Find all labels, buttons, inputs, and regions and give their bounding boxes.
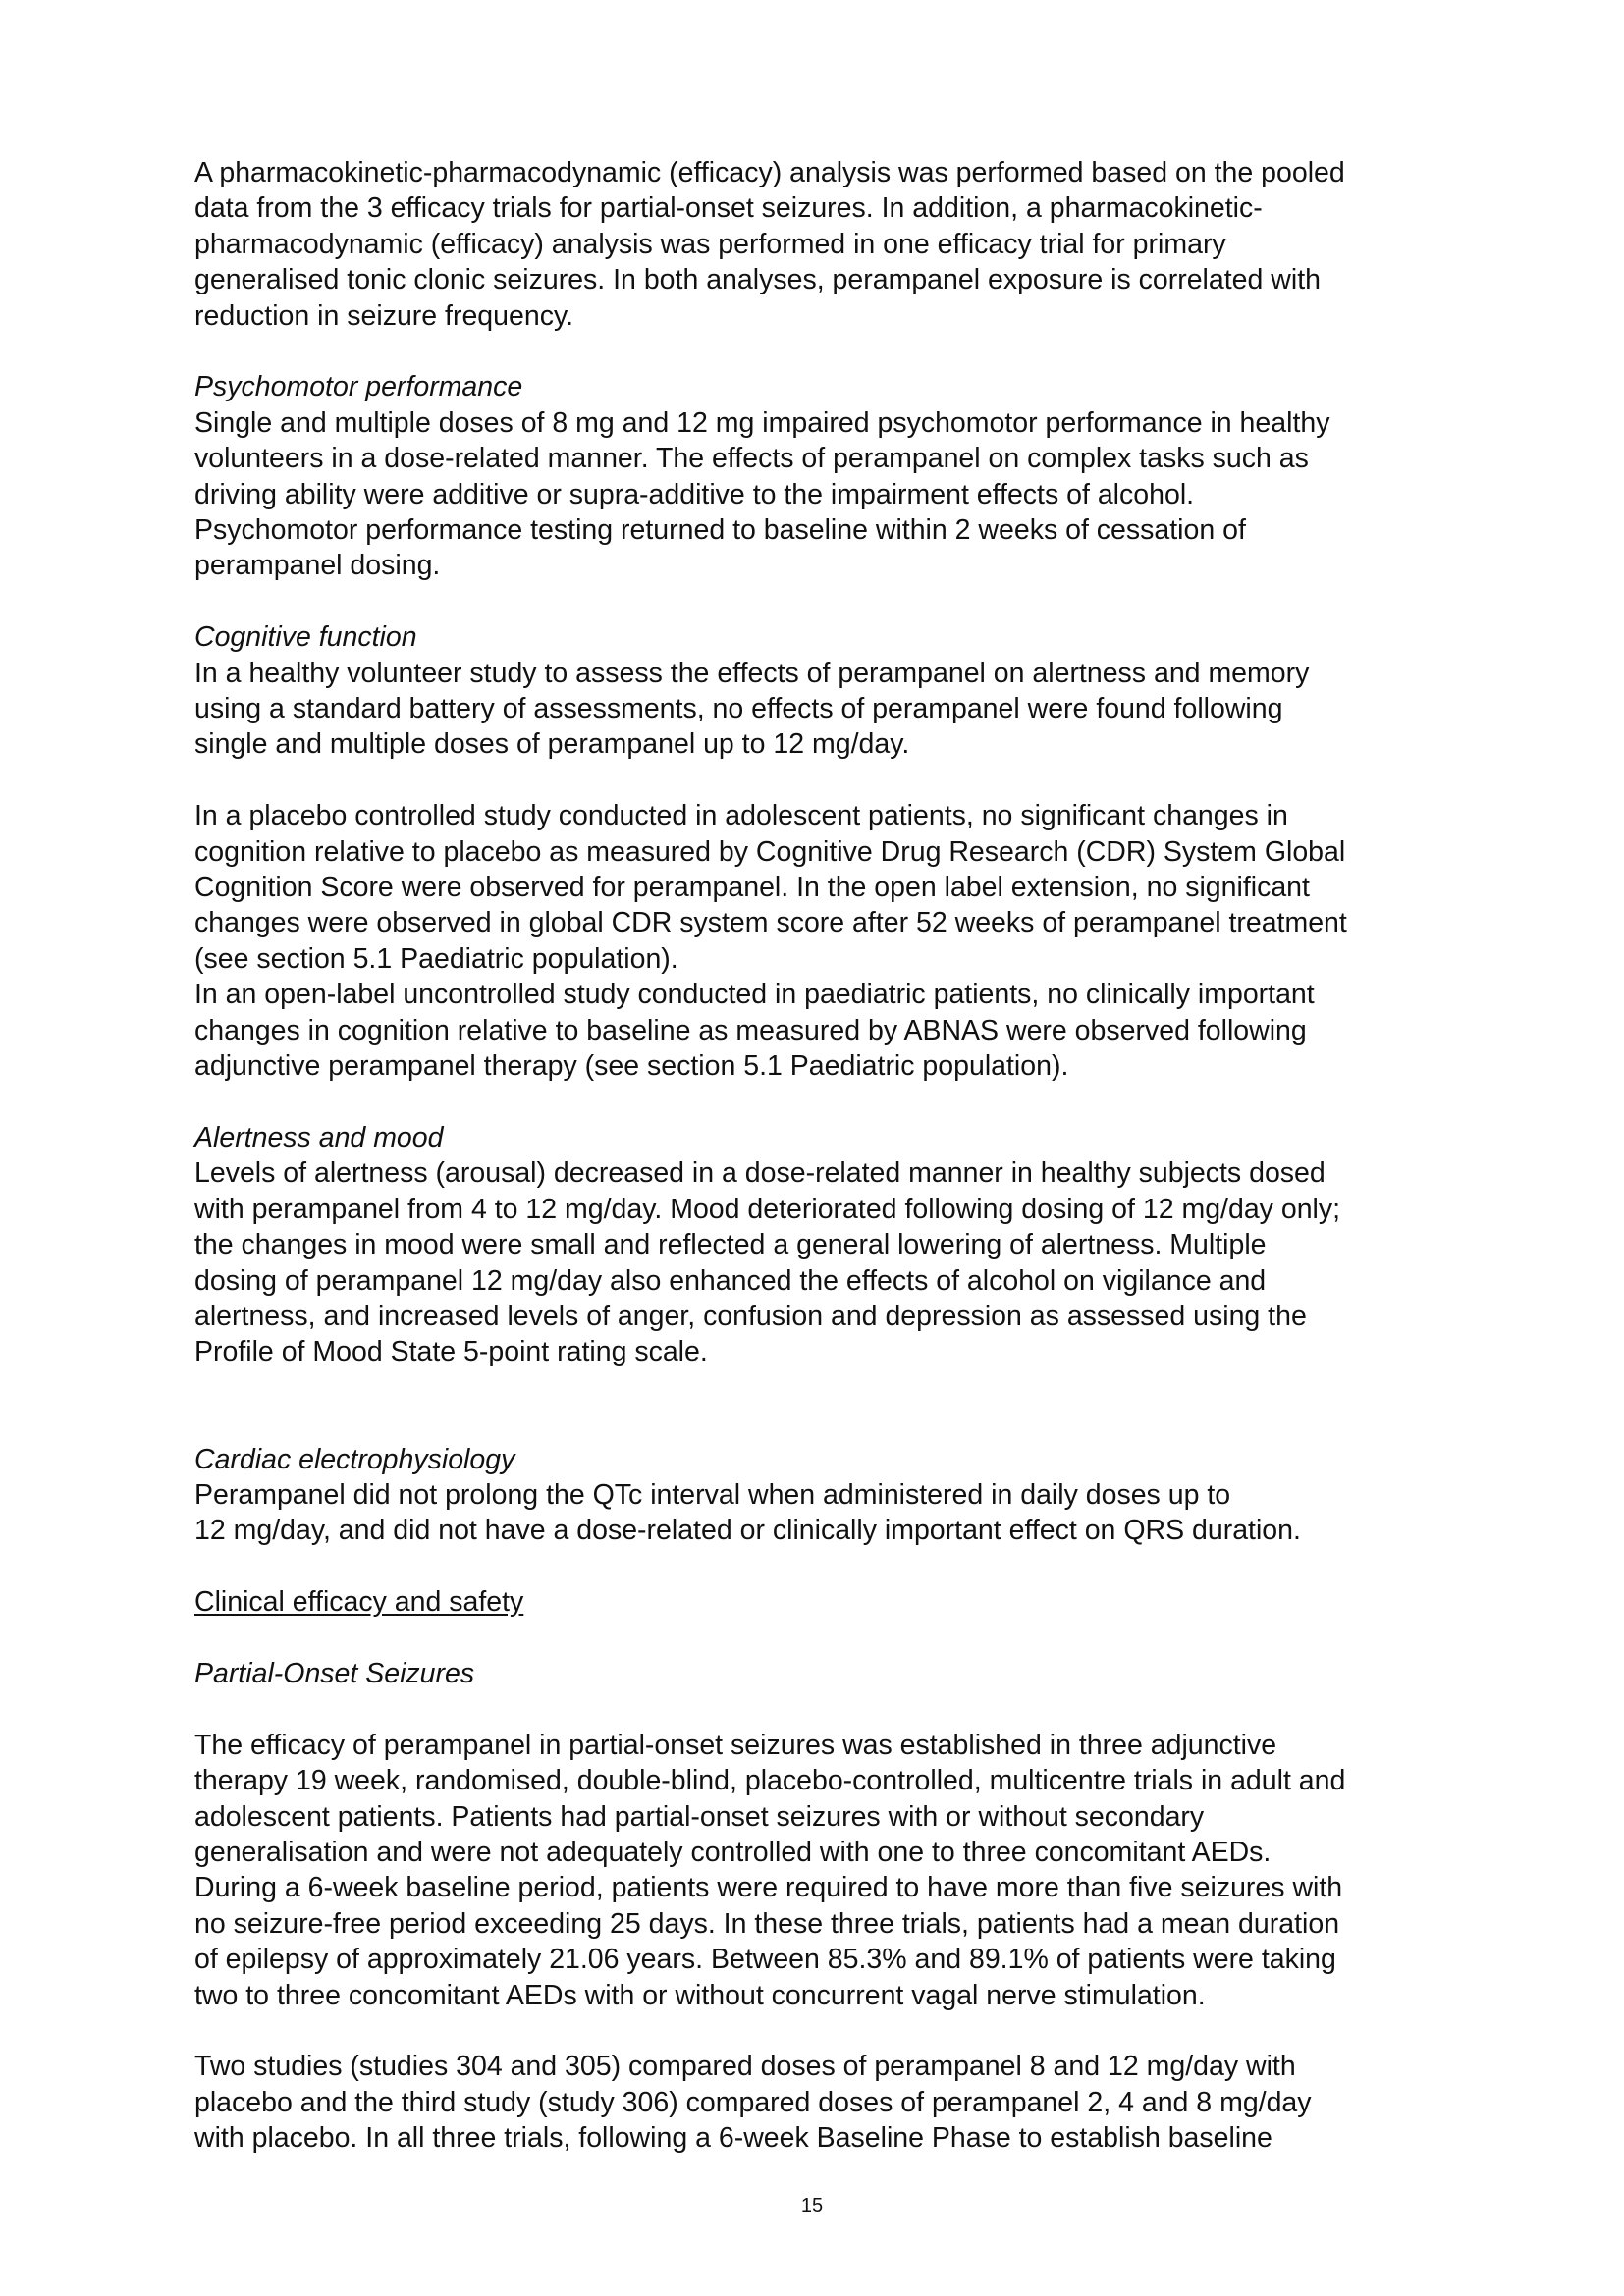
paragraph-spacer xyxy=(194,1085,1461,1120)
text-line: (see section 5.1 Paediatric population). xyxy=(194,942,678,975)
paragraph xyxy=(194,155,1461,334)
text-line: pharmacodynamic (efficacy) analysis was performed in one efficacy trial for primary xyxy=(194,228,1226,260)
text-line: the changes in mood were small and reflected a general lowering of alertness. Multiple xyxy=(194,1229,1267,1261)
paragraph xyxy=(194,1477,1461,1549)
text-line: adolescent patients. Patients had partial-onset seizures with or without secondary xyxy=(194,1800,1205,1833)
text-line: 12 mg/day, and did not have a dose-related or clinically important effect on QRS duration. xyxy=(194,1515,1301,1547)
section-heading: Cardiac electrophysiology xyxy=(194,1443,515,1475)
text-line: reduction in seizure frequency. xyxy=(194,299,574,332)
text-line: volunteers in a dose-related manner. The effects of perampanel on complex tasks such as xyxy=(194,443,1309,475)
text-line: adjunctive perampanel therapy (see section 5.1 Paediatric population). xyxy=(194,1050,1069,1083)
text-line: single and multiple doses of perampanel up to 12 mg/day. xyxy=(194,728,910,761)
text-line: Psychomotor performance testing returned to baseline within 2 weeks of cessation of xyxy=(194,514,1246,547)
paragraph-spacer xyxy=(194,1691,1461,1727)
text-line: generalised tonic clonic seizures. In both analyses, perampanel exposure is correlated with xyxy=(194,264,1321,296)
text-line: Perampanel did not prolong the QTc interval when administered in daily doses up to xyxy=(194,1478,1231,1511)
text-line: generalisation and were not adequately controlled with one to three concomitant AEDs. xyxy=(194,1836,1272,1868)
text-line: with perampanel from 4 to 12 mg/day. Mood deteriorated following dosing of 12 mg/day only; xyxy=(194,1193,1341,1225)
text-line: In a placebo controlled study conducted in adolescent patients, no significant changes in xyxy=(194,800,1288,832)
text-line: In a healthy volunteer study to assess the effects of perampanel on alertness and memory xyxy=(194,657,1310,689)
paragraph xyxy=(194,798,1461,1084)
text-line: The efficacy of perampanel in partial-onset seizures was established in three adjunctive xyxy=(194,1729,1277,1761)
paragraph xyxy=(194,656,1461,763)
text-line: Cognition Score were observed for perampanel. In the open label extension, no significant xyxy=(194,872,1310,904)
text-line: alertness, and increased levels of anger, confusion and depression as assessed using the xyxy=(194,1300,1307,1332)
text-line: placebo and the third study (study 306) compared doses of perampanel 2, 4 and 8 mg/day xyxy=(194,2086,1312,2118)
paragraph-spacer xyxy=(194,334,1461,369)
text-line: During a 6-week baseline period, patients were required to have more than five seizures with xyxy=(194,1872,1343,1904)
text-line: data from the 3 efficacy trials for partial-onset seizures. In addition, a pharmacokinetic- xyxy=(194,192,1263,225)
paragraph-spacer xyxy=(194,1370,1461,1442)
paragraph xyxy=(194,2049,1461,2156)
text-line: dosing of perampanel 12 mg/day also enhanced the effects of alcohol on vigilance and xyxy=(194,1264,1267,1297)
text-line: therapy 19 week, randomised, double-blind, placebo-controlled, multicentre trials in adult and xyxy=(194,1765,1346,1797)
text-line: no seizure-free period exceeding 25 days. In these three trials, patients had a mean duration xyxy=(194,1907,1340,1940)
section-heading: Cognitive function xyxy=(194,621,417,654)
paragraph xyxy=(194,405,1461,584)
text-line: driving ability were additive or supra-additive to the impairment effects of alcohol. xyxy=(194,478,1195,510)
text-line: Levels of alertness (arousal) decreased in a dose-related manner in healthy subjects dosed xyxy=(194,1157,1326,1190)
text-line: Two studies (studies 304 and 305) compared doses of perampanel 8 and 12 mg/day with xyxy=(194,2051,1296,2083)
text-line: two to three concomitant AEDs with or without concurrent vagal nerve stimulation. xyxy=(194,1979,1206,2011)
paragraph-spacer xyxy=(194,763,1461,798)
paragraph-spacer xyxy=(194,2013,1461,2049)
document-body xyxy=(194,155,1461,2157)
paragraph-spacer xyxy=(194,584,1461,619)
text-line: cognition relative to placebo as measured by Cognitive Drug Research (CDR) System Global xyxy=(194,835,1346,868)
paragraph xyxy=(194,1728,1461,2013)
text-line: using a standard battery of assessments, no effects of perampanel were found following xyxy=(194,693,1283,725)
section-heading: Psychomotor performance xyxy=(194,371,523,403)
text-line: Profile of Mood State 5-point rating scale. xyxy=(194,1336,708,1368)
text-line: Single and multiple doses of 8 mg and 12 mg impaired psychomotor performance in healthy xyxy=(194,406,1330,439)
text-line: changes in cognition relative to baseline as measured by ABNAS were observed following xyxy=(194,1014,1307,1046)
page-number: 15 xyxy=(800,2195,824,2216)
text-line: perampanel dosing. xyxy=(194,550,441,582)
text-line: In an open-label uncontrolled study conducted in paediatric patients, no clinically important xyxy=(194,979,1315,1011)
text-line: changes were observed in global CDR system score after 52 weeks of perampanel treatment xyxy=(194,907,1347,939)
paragraph-spacer xyxy=(194,1621,1461,1656)
text-line: A pharmacokinetic-pharmacodynamic (efficacy) analysis was performed based on the pooled xyxy=(194,157,1345,188)
paragraph-spacer xyxy=(194,1549,1461,1584)
section-heading: Alertness and mood xyxy=(194,1121,444,1153)
text-line: with placebo. In all three trials, following a 6-week Baseline Phase to establish baseline xyxy=(194,2122,1272,2155)
section-heading: Partial-Onset Seizures xyxy=(194,1657,475,1689)
text-line: of epilepsy of approximately 21.06 years. Between 85.3% and 89.1% of patients were taking xyxy=(194,1944,1336,1976)
subsection-heading: Clinical efficacy and safety xyxy=(194,1586,524,1619)
paragraph xyxy=(194,1155,1461,1369)
